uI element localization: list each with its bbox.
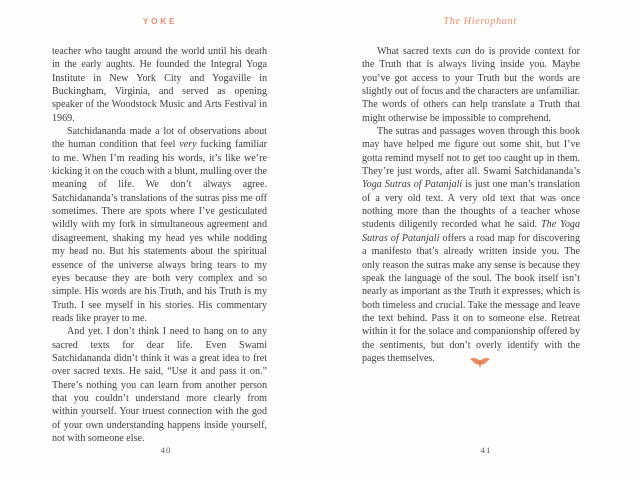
text-segment: is just one man’s translation of a very old text. A very old text that was once nothing more than the thoughts of a teacher whose students diligently recorded what he said. bbox=[362, 179, 581, 231]
text-segment: The sutras and passages woven through this book may have helped me figure out some shit, but I’ve gotta remind myself not to get too caught up in them. They’re just words, after all. Swami Satchidananda’s bbox=[362, 126, 580, 178]
body-paragraph bbox=[52, 125, 267, 325]
page-number-left: 40 bbox=[160, 445, 172, 455]
right-text-block bbox=[362, 45, 580, 365]
moth-ornament-icon bbox=[320, 357, 640, 370]
text-segment: What sacred texts bbox=[377, 46, 456, 57]
running-head-right: The Hierophant bbox=[443, 16, 517, 27]
body-paragraph bbox=[362, 45, 580, 125]
running-head-left: YOKE bbox=[142, 16, 178, 26]
page-right bbox=[320, 0, 640, 480]
text-segment: teacher who taught around the world until his death in the early aughts. He founded the Integral Yoga Institute in New York City and Yogaville in Buckingham, Virginia, and served as opening speaker of the Woodstock Music and Arts Festival in 1969. bbox=[52, 46, 267, 124]
text-segment: do is provide context for the Truth that is always living inside you. Maybe you’ve got access to your Truth but the words are slightly out of focus and the characters are unfamiliar. The words of others can help translate a Truth that might otherwise be impossible to comprehend. bbox=[362, 46, 580, 124]
italic-text-segment: very bbox=[179, 139, 197, 151]
text-segment: Satchidananda made a lot of observations about the human condition that feel bbox=[52, 126, 267, 151]
text-segment: And yet. I don’t think I need to hang on to any sacred texts for dear life. Even Swami Satchidananda didn’t think it was a great idea to fret over sacred texts. He said, “Use it and pass it on.” There’s nothing you can learn from another person that you couldn’t understand more clearly from within yourself. Your truest connection with the god of your own understanding happens inside yourself, not with someone else. bbox=[52, 326, 267, 444]
body-paragraph bbox=[52, 45, 267, 125]
body-paragraph bbox=[362, 125, 580, 365]
italic-text-segment: Yoga Sutras of Patanjali bbox=[362, 179, 463, 191]
italic-text-segment: The Yoga Sutras of Patanjali bbox=[362, 219, 581, 244]
body-paragraph bbox=[52, 325, 267, 445]
text-segment: fucking familiar to me. When I’m reading his words, it’s like we’re kicking it on the couch with a blunt, mulling over the meaning of life. We don’t always agree. Satchidananda’s translations of the sutras piss me off sometimes. There are spots where I’ve gesticulated wildly with my fork in simultaneous agreement and disagreement, shaking my head yes while nodding my head no. But his statements about the spiritual essence of the universe always bring tears to my eyes because they are both very complex and so simple. His words are his Truth, and his Truth is my Truth. I see myself in his stories. His commentary reads like prayer to me. bbox=[52, 139, 268, 324]
page-number-right: 41 bbox=[480, 445, 492, 455]
text-segment: offers a road map for discovering a manifesto that’s already written inside you. The only reason the sutras make any sense is because they speak the language of the soul. The book itself isn’t nearly as important as the Truth it expresses, which is both timeless and crucial. Take the message and leave the text behind. Pass it on to someone else. Retreat within it for the solace and companionship offered by the sentiments, but don’t overly identify with the pages themselves. bbox=[362, 232, 580, 364]
left-text-block bbox=[52, 45, 267, 445]
italic-text-segment: can bbox=[455, 46, 471, 57]
